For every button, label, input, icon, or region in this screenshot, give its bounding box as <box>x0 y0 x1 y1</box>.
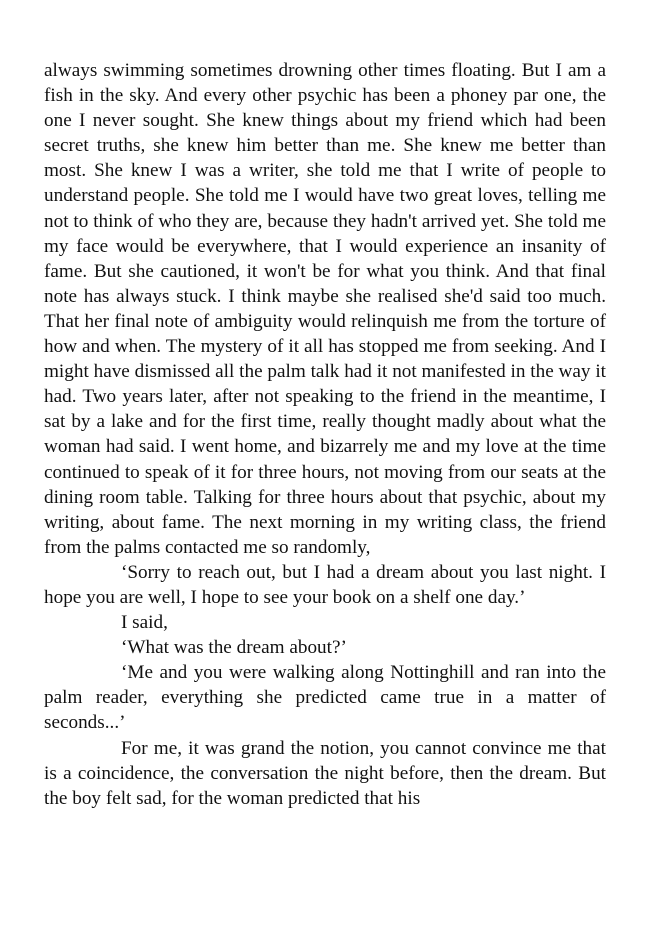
paragraph-i-said: I said, <box>121 612 168 634</box>
book-page <box>44 58 606 811</box>
paragraph-dream-question: ‘What was the dream about?’ <box>121 637 347 659</box>
paragraph-dream-answer: ‘Me and you were walking along Nottinghill and ran into the palm reader, everything she predicted came true in a matter of seconds...’ <box>44 662 606 734</box>
paragraph-friend-message: ‘Sorry to reach out, but I had a dream about you last night. I hope you are well, I hope to see your book on a shelf one day.’ <box>44 561 606 608</box>
paragraph-psychic-story: always swimming sometimes drowning other times floating. But I am a fish in the sky. And every other psychic has been a phoney par one, the one I never sought. She knew things about my friend which had been secret truths, she knew him better than me. She knew me better than most. She knew I was a writer, she told me that I write of people to understand people. She told me I would have two great loves, telling me not to think of who they are, because they hadn't arrived yet. She told me my face would be everywhere, that I would experience an insanity of fame. But she cautioned, it won't be for what you think. And that final note has always stuck. I think maybe she realised she'd said too much. That her final note of ambiguity would relinquish me from the torture of how and when. The mystery of it all has stopped me from seeking. And I might have dismissed all the palm talk had it not manifested in the way it had. Two years later, after not speaking to the friend in the meantime, I sat by a lake and for the first time, really thought madly about what the woman had said. I went home, and bizarrely me and my love at the time continued to speak of it for three hours, not moving from our seats at the dining room table. Talking for three hours about that psychic, about my writing, about fame. The next morning in my writing class, the friend from the palms contacted me so randomly, <box>44 60 606 558</box>
paragraph-coincidence: For me, it was grand the notion, you cannot convince me that is a coincidence, the conversation the night before, then the dream. But the boy felt sad, for the woman predicted that his <box>44 737 606 809</box>
